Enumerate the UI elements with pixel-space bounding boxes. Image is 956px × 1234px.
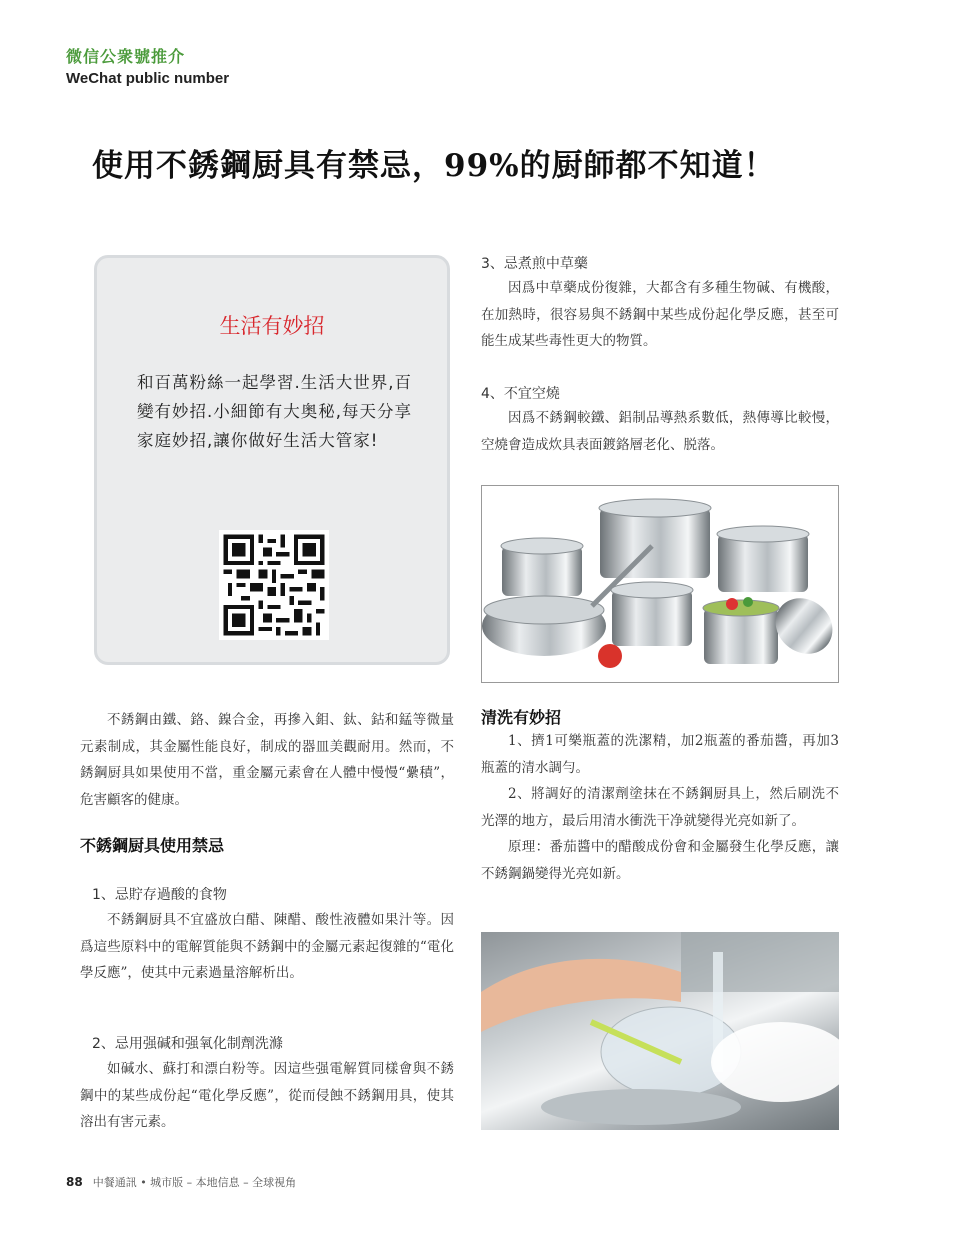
cookware-photo xyxy=(481,485,839,683)
cleaning-steps xyxy=(481,728,839,887)
clean-step-2: 2、將調好的清潔劑塗抹在不銹鋼厨具上，然后刷洗不光澤的地方，最后用清水衝洗干净就變得光亮如新了。 xyxy=(481,786,839,829)
section-title-cleaning: 清洗有妙招 xyxy=(481,708,562,727)
header-cn: 微信公衆號推介 xyxy=(66,47,186,66)
item2-title: 2、忌用强碱和强氧化制劑洗滌 xyxy=(92,1036,283,1052)
item4-title: 4、不宜空燒 xyxy=(481,386,560,402)
section-title-taboos: 不銹鋼厨具使用禁忌 xyxy=(80,836,225,855)
footer-text: 中餐通訊 • 城市版 – 本地信息 – 全球視角 xyxy=(92,1176,297,1189)
promo-text: 和百萬粉絲一起學習.生活大世界,百變有妙招.小細節有大奥秘,每天分享家庭妙招,讓你做好生活大管家! xyxy=(137,373,412,450)
washing-photo xyxy=(481,932,839,1130)
item4-text: 因爲不銹鋼較鐵、鋁制品導熱系數低，熱傳導比較慢，空燒會造成炊具表面鍍鉻層老化、脱落。 xyxy=(481,410,839,453)
item1-title: 1、忌貯存過酸的食物 xyxy=(92,887,227,903)
page-number: 88 xyxy=(66,1175,83,1189)
promo-box xyxy=(94,255,450,665)
item2-text: 如碱水、蘇打和漂白粉等。因這些强電解質同樣會與不銹鋼中的某些成份起“電化學反應”，從而侵蝕不銹鋼用具，使其溶出有害元素。 xyxy=(80,1061,454,1130)
item1-text: 不銹鋼厨具不宜盛放白醋、陳醋、酸性液體如果汁等。因爲這些原料中的電解質能與不銹鋼中的金屬元素起復雜的“電化學反應”，使其中元素過量溶解析出。 xyxy=(80,912,454,981)
clean-step-1: 1、擠1可樂瓶蓋的洗潔精，加2瓶蓋的番茄醬，再加3瓶蓋的清水調勻。 xyxy=(481,733,839,776)
item3-text: 因爲中草藥成份復雜，大都含有多種生物碱、有機酸，在加熱時，很容易與不銹鋼中某些成份起化學反應，甚至可能生成某些毒性更大的物質。 xyxy=(481,280,839,349)
footer xyxy=(66,1174,296,1190)
promo-title: 生活有妙招 xyxy=(219,314,325,338)
intro-paragraph: 不銹鋼由鐵、鉻、鎳合金，再摻入鉬、鈦、鈷和錳等微量元素制成，其金屬性能良好，制成的器皿美觀耐用。然而，不銹鋼厨具如果使用不當，重金屬元素會在人體中慢慢“纍積”，危害顧客的健康。 xyxy=(80,712,454,808)
item3-title: 3、忌煮煎中草藥 xyxy=(481,256,588,272)
article-title: 使用不銹鋼厨具有禁忌，99%的厨師都不知道！ xyxy=(92,148,776,184)
header-en: WeChat public number xyxy=(66,70,230,87)
clean-principle: 原理：番茄醬中的醋酸成份會和金屬發生化學反應，讓不銹鋼鍋變得光亮如新。 xyxy=(481,839,839,882)
qr-code-icon[interactable] xyxy=(219,530,329,640)
